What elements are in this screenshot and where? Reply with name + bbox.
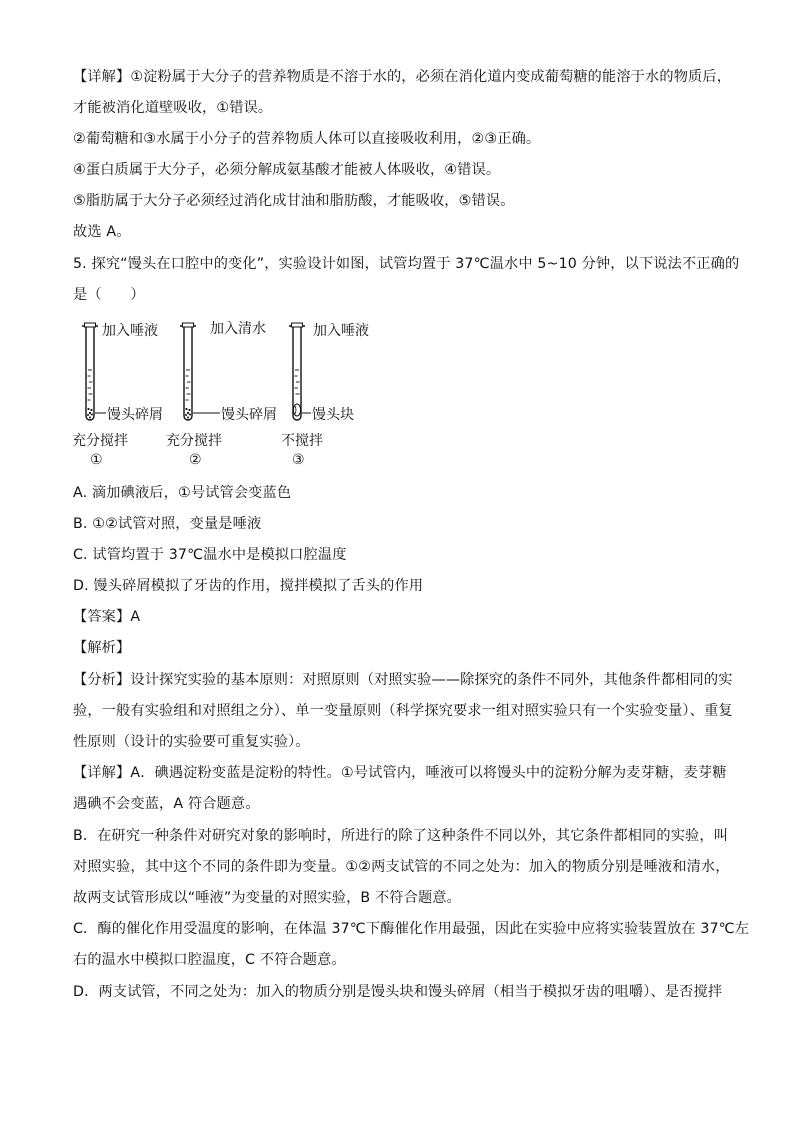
tube-2-side-label: 馒头碎屑 [221, 407, 277, 423]
analysis-line: 对照实验，其中这个不同的条件即为变量。①②两支试管的不同之处为：加入的物质分别是唾液和清水， [73, 859, 730, 875]
analysis-line: D．两支试管，不同之处为：加入的物质分别是馒头块和馒头碎屑（相当于模拟牙齿的咀嚼）、是否搅拌 [73, 984, 723, 1000]
tube-3-side-label: 馒头块 [312, 407, 354, 423]
text-line: 【详解】①淀粉属于大分子的营养物质是不溶于水的，必须在消化道内变成葡萄糖的能溶于水的物质后， [73, 69, 732, 85]
option-c: C. 试管均置于 37℃温水中是模拟口腔温度 [73, 547, 347, 563]
analysis-line: B．在研究一种条件对研究对象的影响时，所进行的除了这种条件不同以外，其它条件都相同的实验，叫 [73, 828, 729, 844]
tube-3-number: ③ [292, 452, 305, 468]
analysis-heading: 【解析】 [73, 640, 131, 656]
answer: 【答案】A [73, 609, 141, 625]
tube-2-number: ② [189, 452, 202, 468]
text-line: 才能被消化道壁吸收，①错误。 [73, 100, 273, 116]
analysis-line: 【分析】设计探究实验的基本原则：对照原则（对照实验——除探究的条件不同外，其他条件都相同的实 [73, 672, 733, 688]
analysis-line: 性原则（设计的实验要可重复实验）。 [73, 734, 310, 750]
tube-1-number: ① [90, 452, 103, 468]
text-line: ⑤脂肪属于大分子必须经过消化成甘油和脂肪酸，才能吸收，⑤错误。 [73, 193, 515, 209]
tube-2-top-label: 加入清水 [210, 321, 266, 337]
test-tube-1 [72, 322, 163, 468]
analysis-line: 验，一般有实验组和对照组之分）、单一变量原则（科学探究要求一组对照实验只有一个实验变量）、重复 [73, 703, 733, 719]
test-tube-figure [66, 318, 396, 468]
analysis-line: 故两支试管形成以“唾液”为变量的对照实验，B 不符合题意。 [73, 890, 461, 906]
tube-3-bottom-label: 不搅拌 [281, 433, 323, 449]
tube-3-top-label: 加入唾液 [313, 323, 369, 339]
tube-1-top-label: 加入唾液 [102, 323, 158, 339]
question-stem-end: 是（ ） [73, 287, 145, 303]
test-tube-2 [166, 320, 277, 468]
tube-1-bottom-label: 充分搅拌 [72, 433, 128, 449]
analysis-line: 右的温水中模拟口腔温度，C 不符合题意。 [73, 952, 346, 968]
test-tube-3 [281, 322, 369, 468]
option-b: B. ①②试管对照，变量是唾液 [73, 516, 262, 532]
analysis-line: 遇碘不会变蓝，A 符合题意。 [73, 796, 260, 812]
tube-2-bottom-label: 充分搅拌 [166, 433, 222, 449]
option-a: A. 滴加碘液后，①号试管会变蓝色 [73, 485, 292, 501]
analysis-line: 【详解】A．碘遇淀粉变蓝是淀粉的特性。①号试管内，唾液可以将馒头中的淀粉分解为麦芽糖，麦芽糖 [73, 765, 727, 781]
text-line: ④蛋白质属于大分子，必须分解成氨基酸才能被人体吸收，④错误。 [73, 162, 501, 178]
tube-1-side-label: 馒头碎屑 [107, 407, 163, 423]
option-d: D. 馒头碎屑模拟了牙齿的作用，搅拌模拟了舌头的作用 [73, 578, 424, 594]
question-stem: 5. 探究“馒头在口腔中的变化”，实验设计如图，试管均置于 37℃温水中 5~10 分钟，以下说法不正确的 [73, 256, 740, 272]
text-line: ②葡萄糖和③水属于小分子的营养物质人体可以直接吸收利用，②③正确。 [73, 131, 541, 147]
text-line: 故选 A。 [73, 224, 131, 240]
analysis-line: C．酶的催化作用受温度的影响，在体温 37℃下酶催化作用最强，因此在实验中应将实验装置放在 37℃左 [73, 921, 750, 937]
